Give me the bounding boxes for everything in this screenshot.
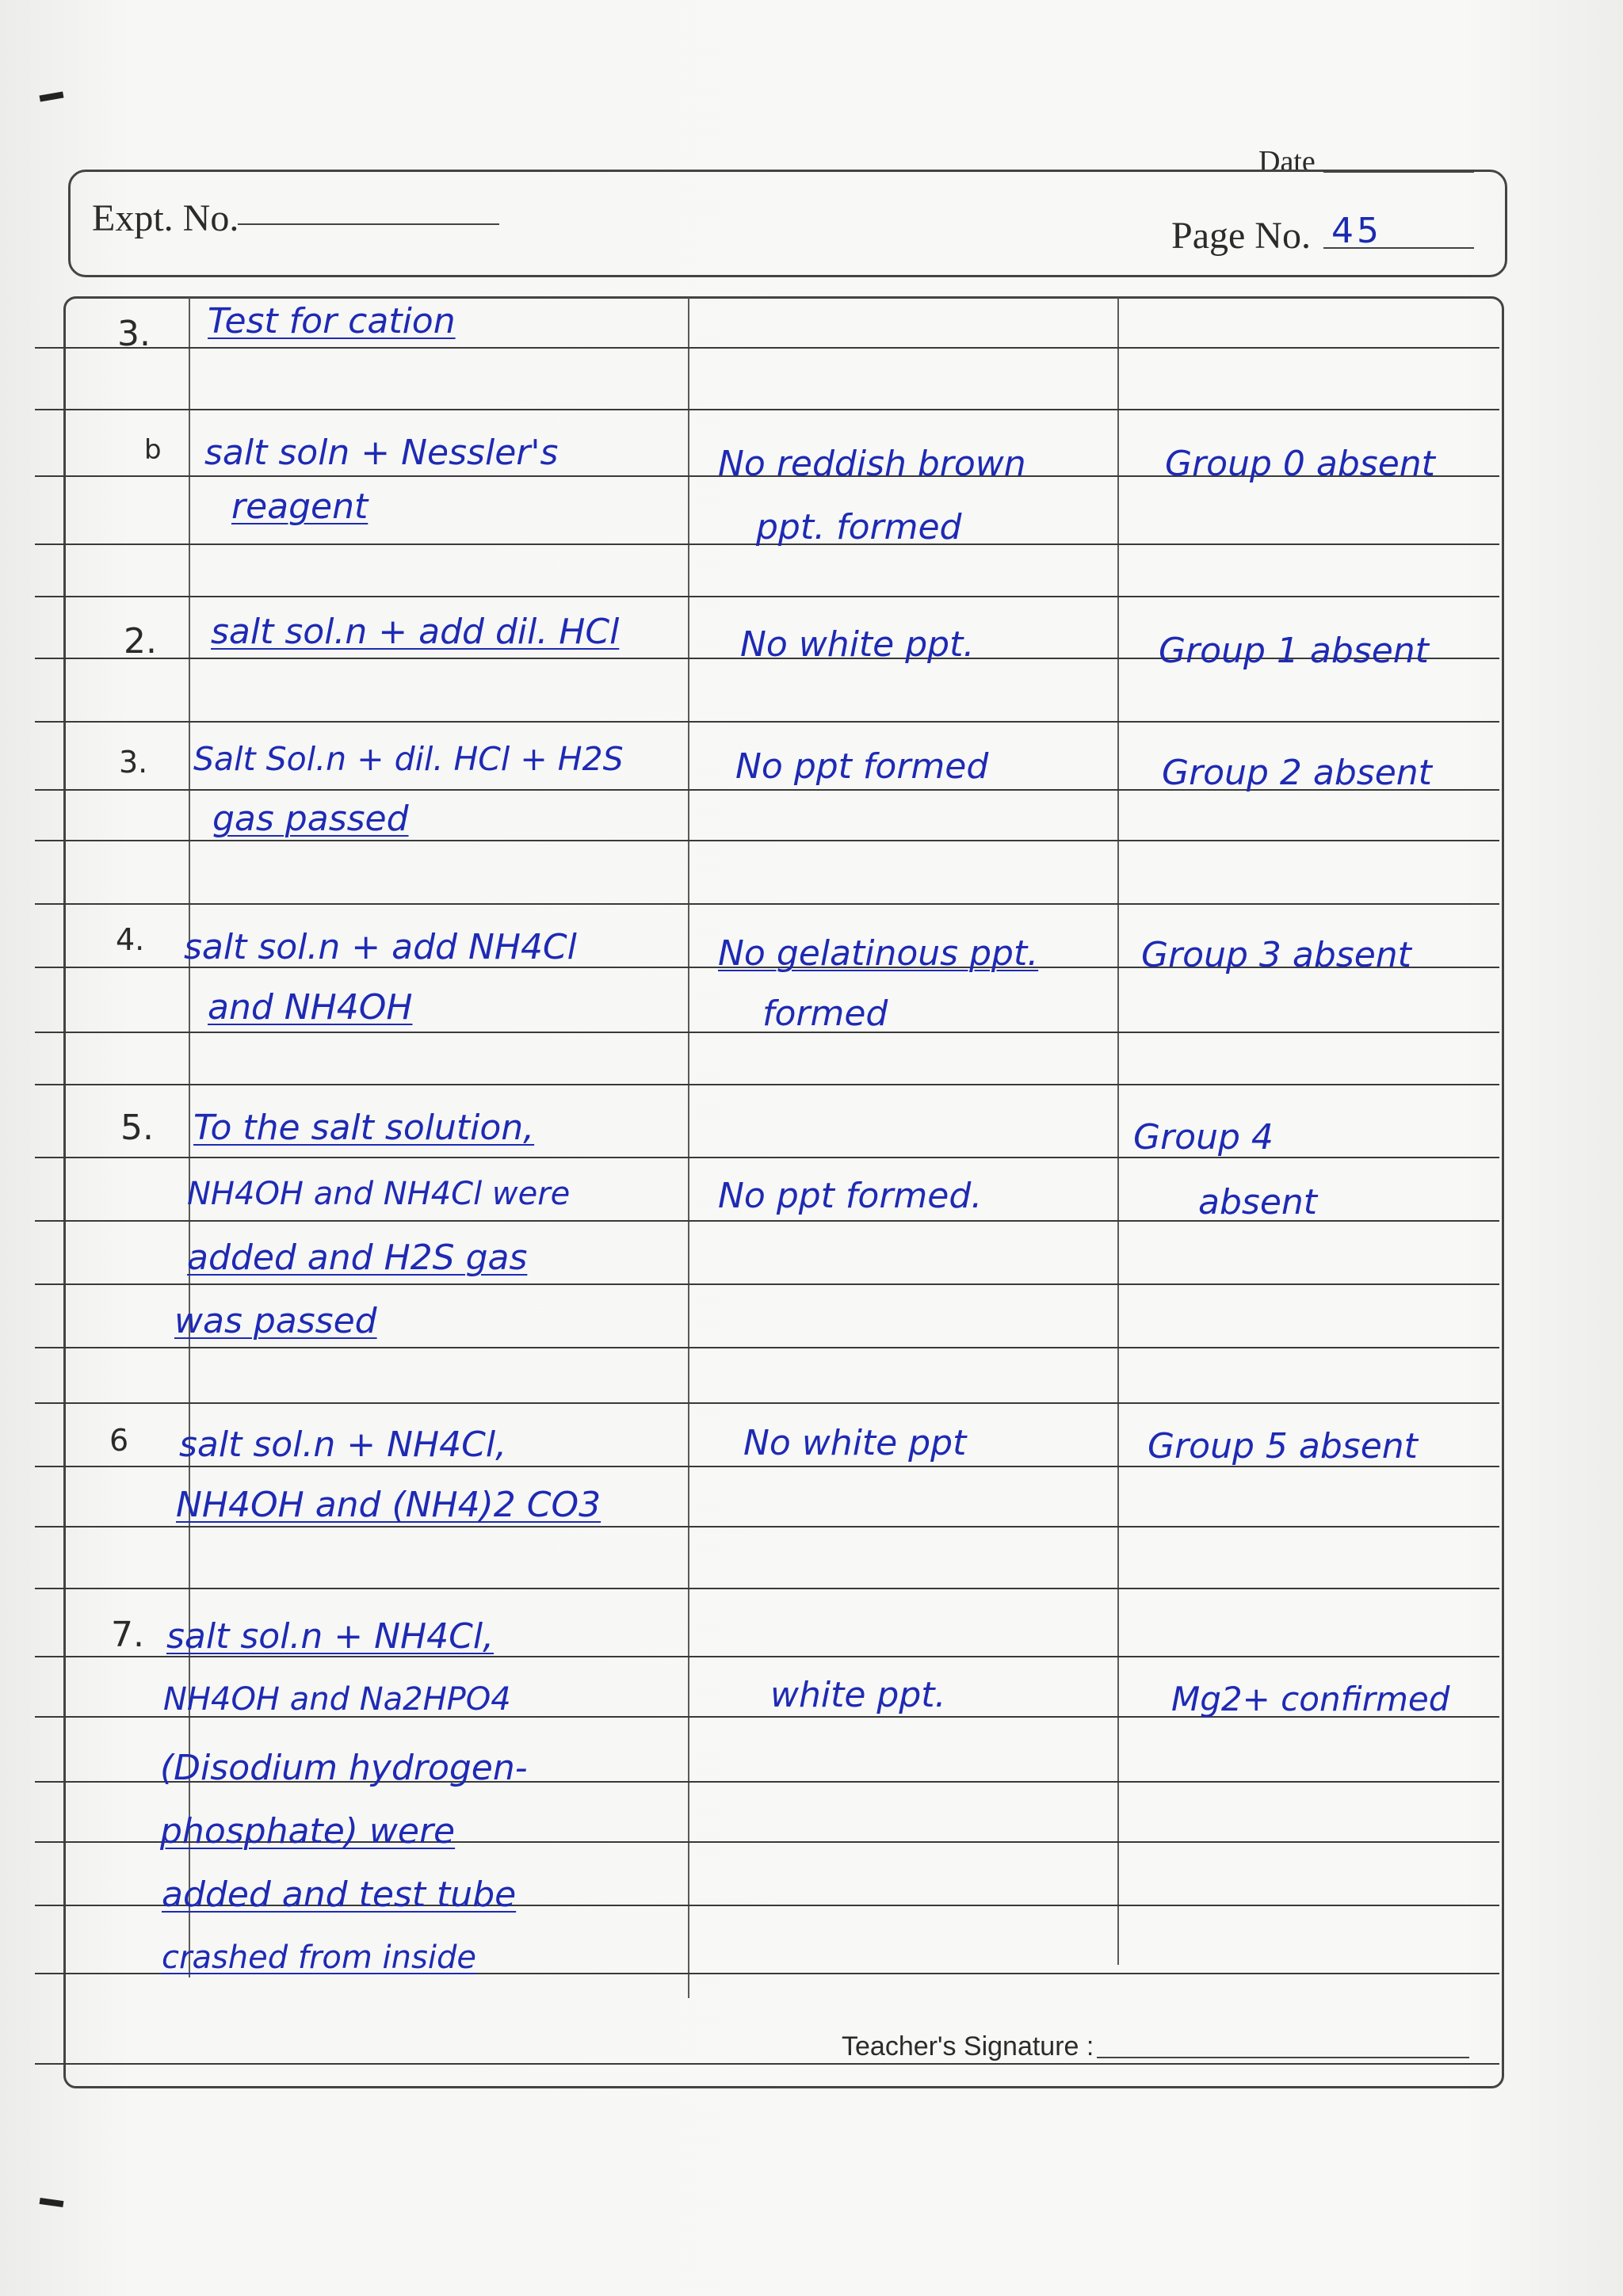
ruled-line <box>35 1084 1499 1085</box>
observation-text: No white ppt. <box>740 624 975 665</box>
inference-text: Group 5 absent <box>1148 1426 1418 1466</box>
inference-text: absent <box>1198 1182 1318 1222</box>
experiment-text: salt sol.n + NH4Cl, <box>179 1425 507 1465</box>
row-label: 4. <box>116 922 145 957</box>
experiment-text: salt soln + Nessler's <box>204 433 559 473</box>
experiment-text: added and H2S gas <box>187 1238 528 1278</box>
inference-text: Group 1 absent <box>1159 631 1429 671</box>
page-number: 45 <box>1331 211 1382 251</box>
experiment-text: gas passed <box>212 799 409 839</box>
observation-text: No gelatinous ppt. <box>718 933 1039 974</box>
row-label: 2. <box>124 621 157 662</box>
inference-text: Group 0 absent <box>1165 444 1435 484</box>
column-divider <box>189 298 190 1978</box>
column-divider <box>688 298 689 1998</box>
ruled-line <box>35 1157 1499 1158</box>
experiment-text: To the salt solution, <box>193 1108 535 1148</box>
ruled-line <box>35 347 1499 349</box>
ruled-line <box>35 1402 1499 1404</box>
ruled-line <box>35 1526 1499 1527</box>
inference-text: Group 2 absent <box>1162 753 1432 793</box>
experiment-text: NH4OH and (NH4)2 CO3 <box>176 1485 601 1525</box>
experiment-text: Salt Sol.n + dil. HCl + H2S <box>193 740 624 778</box>
experiment-text: salt sol.n + add NH4Cl <box>184 927 577 967</box>
ruled-line <box>35 840 1499 841</box>
observation-text: No white ppt <box>743 1423 967 1463</box>
ruled-line <box>35 2063 1499 2065</box>
column-divider <box>1117 298 1119 1965</box>
observation-text: No reddish brown <box>718 444 1026 484</box>
date-label: Date <box>1258 145 1316 178</box>
experiment-text: phosphate) were <box>160 1811 456 1852</box>
row-label: 3. <box>119 745 148 780</box>
observation-text: No ppt formed <box>735 746 989 787</box>
experiment-text: (Disodium hydrogen- <box>160 1748 528 1788</box>
section-title: Test for cation <box>208 301 456 341</box>
experiment-text: added and test tube <box>162 1875 517 1915</box>
experiment-text: NH4OH and NH4Cl were <box>187 1176 571 1212</box>
row-label: b <box>144 434 162 466</box>
ruled-line <box>35 1347 1499 1348</box>
ruled-line <box>35 1283 1499 1285</box>
experiment-text: and NH4OH <box>208 987 413 1028</box>
experiment-text: reagent <box>231 486 369 527</box>
ruled-line <box>35 596 1499 597</box>
inference-text: Group 4 <box>1133 1117 1274 1158</box>
ruled-line <box>35 903 1499 905</box>
observation-text: ppt. formed <box>756 507 962 547</box>
ruled-line <box>35 1588 1499 1589</box>
experiment-text: salt sol.n + NH4Cl, <box>166 1616 495 1657</box>
teacher-signature-line <box>1097 2057 1469 2058</box>
teacher-signature-label: Teacher's Signature : <box>842 2031 1094 2061</box>
experiment-text: was passed <box>174 1301 377 1341</box>
observation-text: white ppt. <box>770 1675 946 1715</box>
inference-text: Mg2+ confirmed <box>1171 1680 1450 1718</box>
experiment-text: salt sol.n + add dil. HCl <box>211 612 620 652</box>
section-number: 3. <box>117 314 151 354</box>
observation-text: No ppt formed. <box>718 1176 983 1216</box>
expt-no-line <box>238 223 499 225</box>
ruled-line <box>35 409 1499 410</box>
inference-text: Group 3 absent <box>1141 935 1411 975</box>
row-label: 6 <box>109 1423 129 1458</box>
row-label: 5. <box>120 1108 154 1148</box>
expt-no-label: Expt. No. <box>92 197 239 239</box>
page-no-label: Page No. <box>1171 215 1311 257</box>
ruled-line <box>35 721 1499 723</box>
experiment-text: crashed from inside <box>162 1939 476 1976</box>
experiment-text: NH4OH and Na2HPO4 <box>163 1681 511 1718</box>
row-label: 7. <box>111 1615 144 1655</box>
observation-text: formed <box>762 994 888 1034</box>
